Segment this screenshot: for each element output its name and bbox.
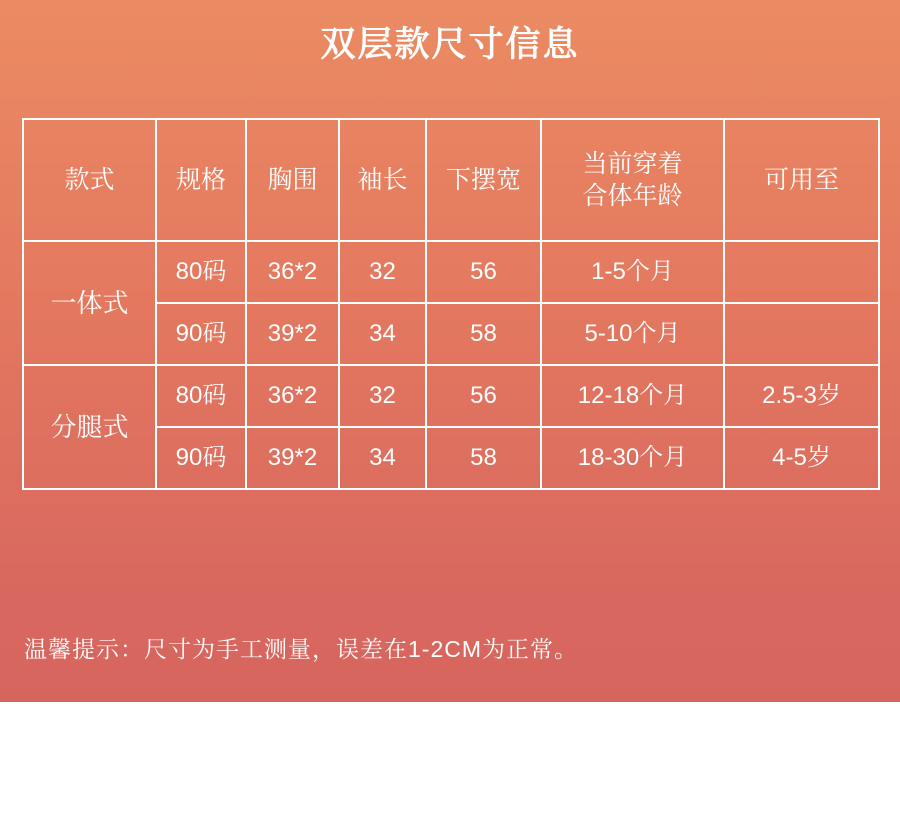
style-cell-splitleg: 分腿式 [23, 365, 156, 489]
header-age-line2: 合体年龄 [582, 182, 683, 210]
header-bust: 胸围 [246, 119, 339, 241]
bottom-white-area [0, 702, 900, 816]
cell-until: 2.5-3岁 [724, 365, 879, 427]
table-row [23, 365, 879, 427]
cell-spec: 80码 [156, 365, 246, 427]
size-table [22, 118, 880, 490]
cell-bust: 39*2 [246, 303, 339, 365]
cell-sleeve: 32 [339, 241, 426, 303]
cell-sleeve: 34 [339, 427, 426, 489]
measurement-note: 温馨提示：尺寸为手工测量，误差在1-2CM为正常。 [24, 636, 579, 662]
cell-spec: 90码 [156, 427, 246, 489]
cell-spec: 80码 [156, 241, 246, 303]
header-age-line1: 当前穿着 [582, 150, 683, 178]
header-sleeve: 袖长 [339, 119, 426, 241]
cell-hem: 56 [426, 241, 541, 303]
cell-hem: 58 [426, 427, 541, 489]
table-row [23, 241, 879, 303]
cell-age: 12-18个月 [541, 365, 724, 427]
cell-age: 1-5个月 [541, 241, 724, 303]
header-age [541, 119, 724, 241]
cell-hem: 58 [426, 303, 541, 365]
cell-sleeve: 32 [339, 365, 426, 427]
style-cell-onepiece: 一体式 [23, 241, 156, 365]
header-style: 款式 [23, 119, 156, 241]
cell-age: 18-30个月 [541, 427, 724, 489]
header-hem: 下摆宽 [426, 119, 541, 241]
cell-bust: 36*2 [246, 365, 339, 427]
cell-hem: 56 [426, 365, 541, 427]
cell-age: 5-10个月 [541, 303, 724, 365]
table-header-row [23, 119, 879, 241]
cell-bust: 36*2 [246, 241, 339, 303]
cell-until [724, 303, 879, 365]
header-spec: 规格 [156, 119, 246, 241]
cell-until [724, 241, 879, 303]
cell-sleeve: 34 [339, 303, 426, 365]
cell-bust: 39*2 [246, 427, 339, 489]
cell-spec: 90码 [156, 303, 246, 365]
cell-until: 4-5岁 [724, 427, 879, 489]
header-until: 可用至 [724, 119, 879, 241]
page-title: 双层款尺寸信息 [320, 25, 580, 64]
